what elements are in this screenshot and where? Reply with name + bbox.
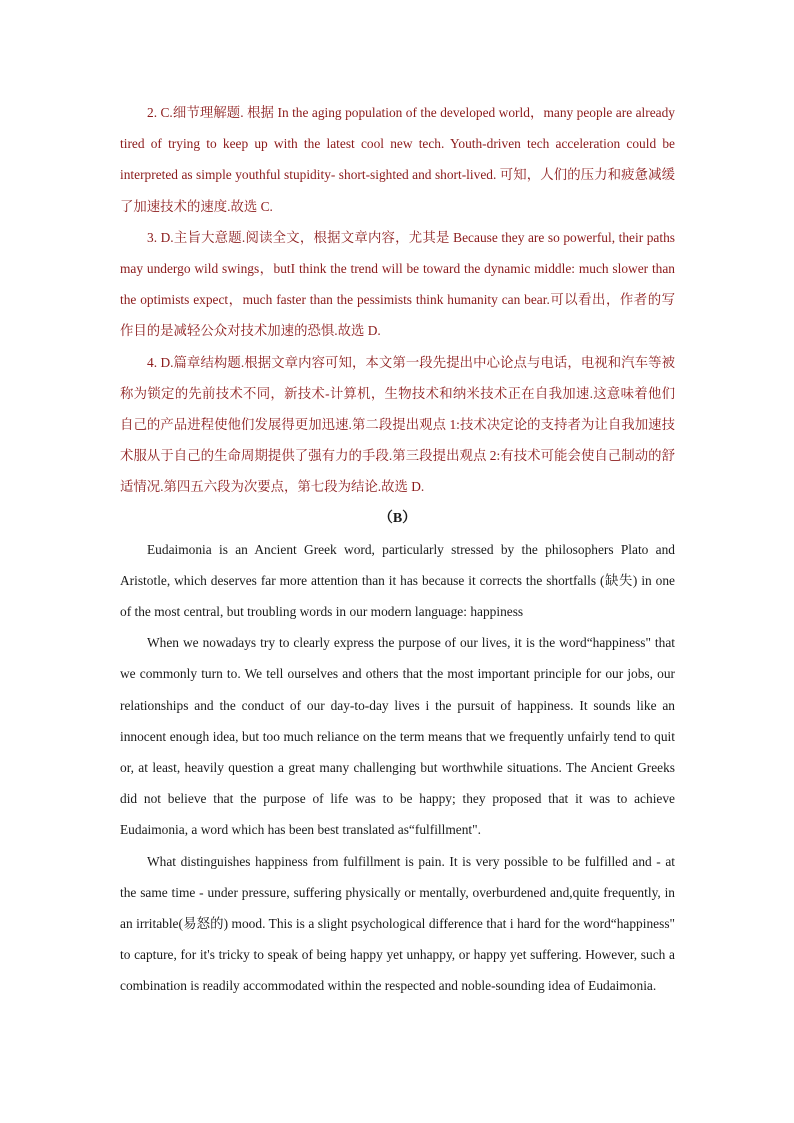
passage-paragraph-3: What distinguishes happiness from fulfillment is pain. It is very possible to be fulfilled and - at the same time - under pressure, suffering physically or mentally, overburdened and,quite frequently, in an irritable(易怒的) mood. This is a slight psychological difference that i hard for the word“happiness" to capture, for it's tricky to speak of being happy yet unhappy, or happy yet suffering. However, such a combination is readily accommodated within the respected and noble-sounding idea of Eudaimonia.: [120, 853, 675, 994]
document-page: [120, 97, 675, 1002]
answer-explanation-3: 3. D.主旨大意题.阅读全文，根据文章内容，尤其是 Because they are so powerful, their paths may undergo wild swings，butI think the trend will be toward the dynamic middle: much slower than the optimists expect，much faster than the pessimists think humanity can bear.可以看出，作者的写作目的是减轻公众对技术加速的恐惧.故选 D.: [120, 229, 675, 339]
passage-paragraph-2: When we nowadays try to clearly express the purpose of our lives, it is the word“happiness" that we commonly turn to. We tell ourselves and others that the most important principle for our jobs, our relationships and the conduct of our day-to-day lives i the pursuit of happiness. It sounds like an innocent enough idea, but too much reliance on the term means that we frequently unfairly tend to quit or, at least, heavily question a great many challenging but worthwhile situations. The Ancient Greeks did not believe that the purpose of life was to be happy; they proposed that it was to achieve Eudaimonia, a word which has been best translated as“fulfillment".: [120, 635, 675, 838]
section-heading: （B）: [378, 510, 417, 526]
answer-explanation-2: 2. C.细节理解题. 根据 In the aging population of the developed world，many people are already tired of trying to keep up with the latest cool new tech. Youth-driven tech acceleration could be interpreted as simple youthful stupidity- short-sighted and short-lived. 可知，人们的压力和疲惫减缓了加速技术的速度.故选 C.: [120, 105, 675, 214]
answer-explanation-4: 4. D.篇章结构题.根据文章内容可知，本文第一段先提出中心论点与电话，电视和汽车等被称为锁定的先前技术不同，新技术-计算机，生物技术和纳米技术正在自我加速.这意味着他们自己的产品进程使他们发展得更加迅速.第二段提出观点 1:技术决定论的支持者为让自我加速技术服从于自己的生命周期提供了强有力的手段.第三段提出观点 2:有技术可能会使自己制动的舒适情况.第四五六段为次要点，第七段为结论.故选 D.: [120, 354, 675, 495]
passage-paragraph-1: Eudaimonia is an Ancient Greek word, particularly stressed by the philosophers Plato and Aristotle, which deserves far more attention than it has because it corrects the shortfalls (缺失) in one of the most central, but troubling words in our modern language: happiness: [120, 541, 675, 620]
